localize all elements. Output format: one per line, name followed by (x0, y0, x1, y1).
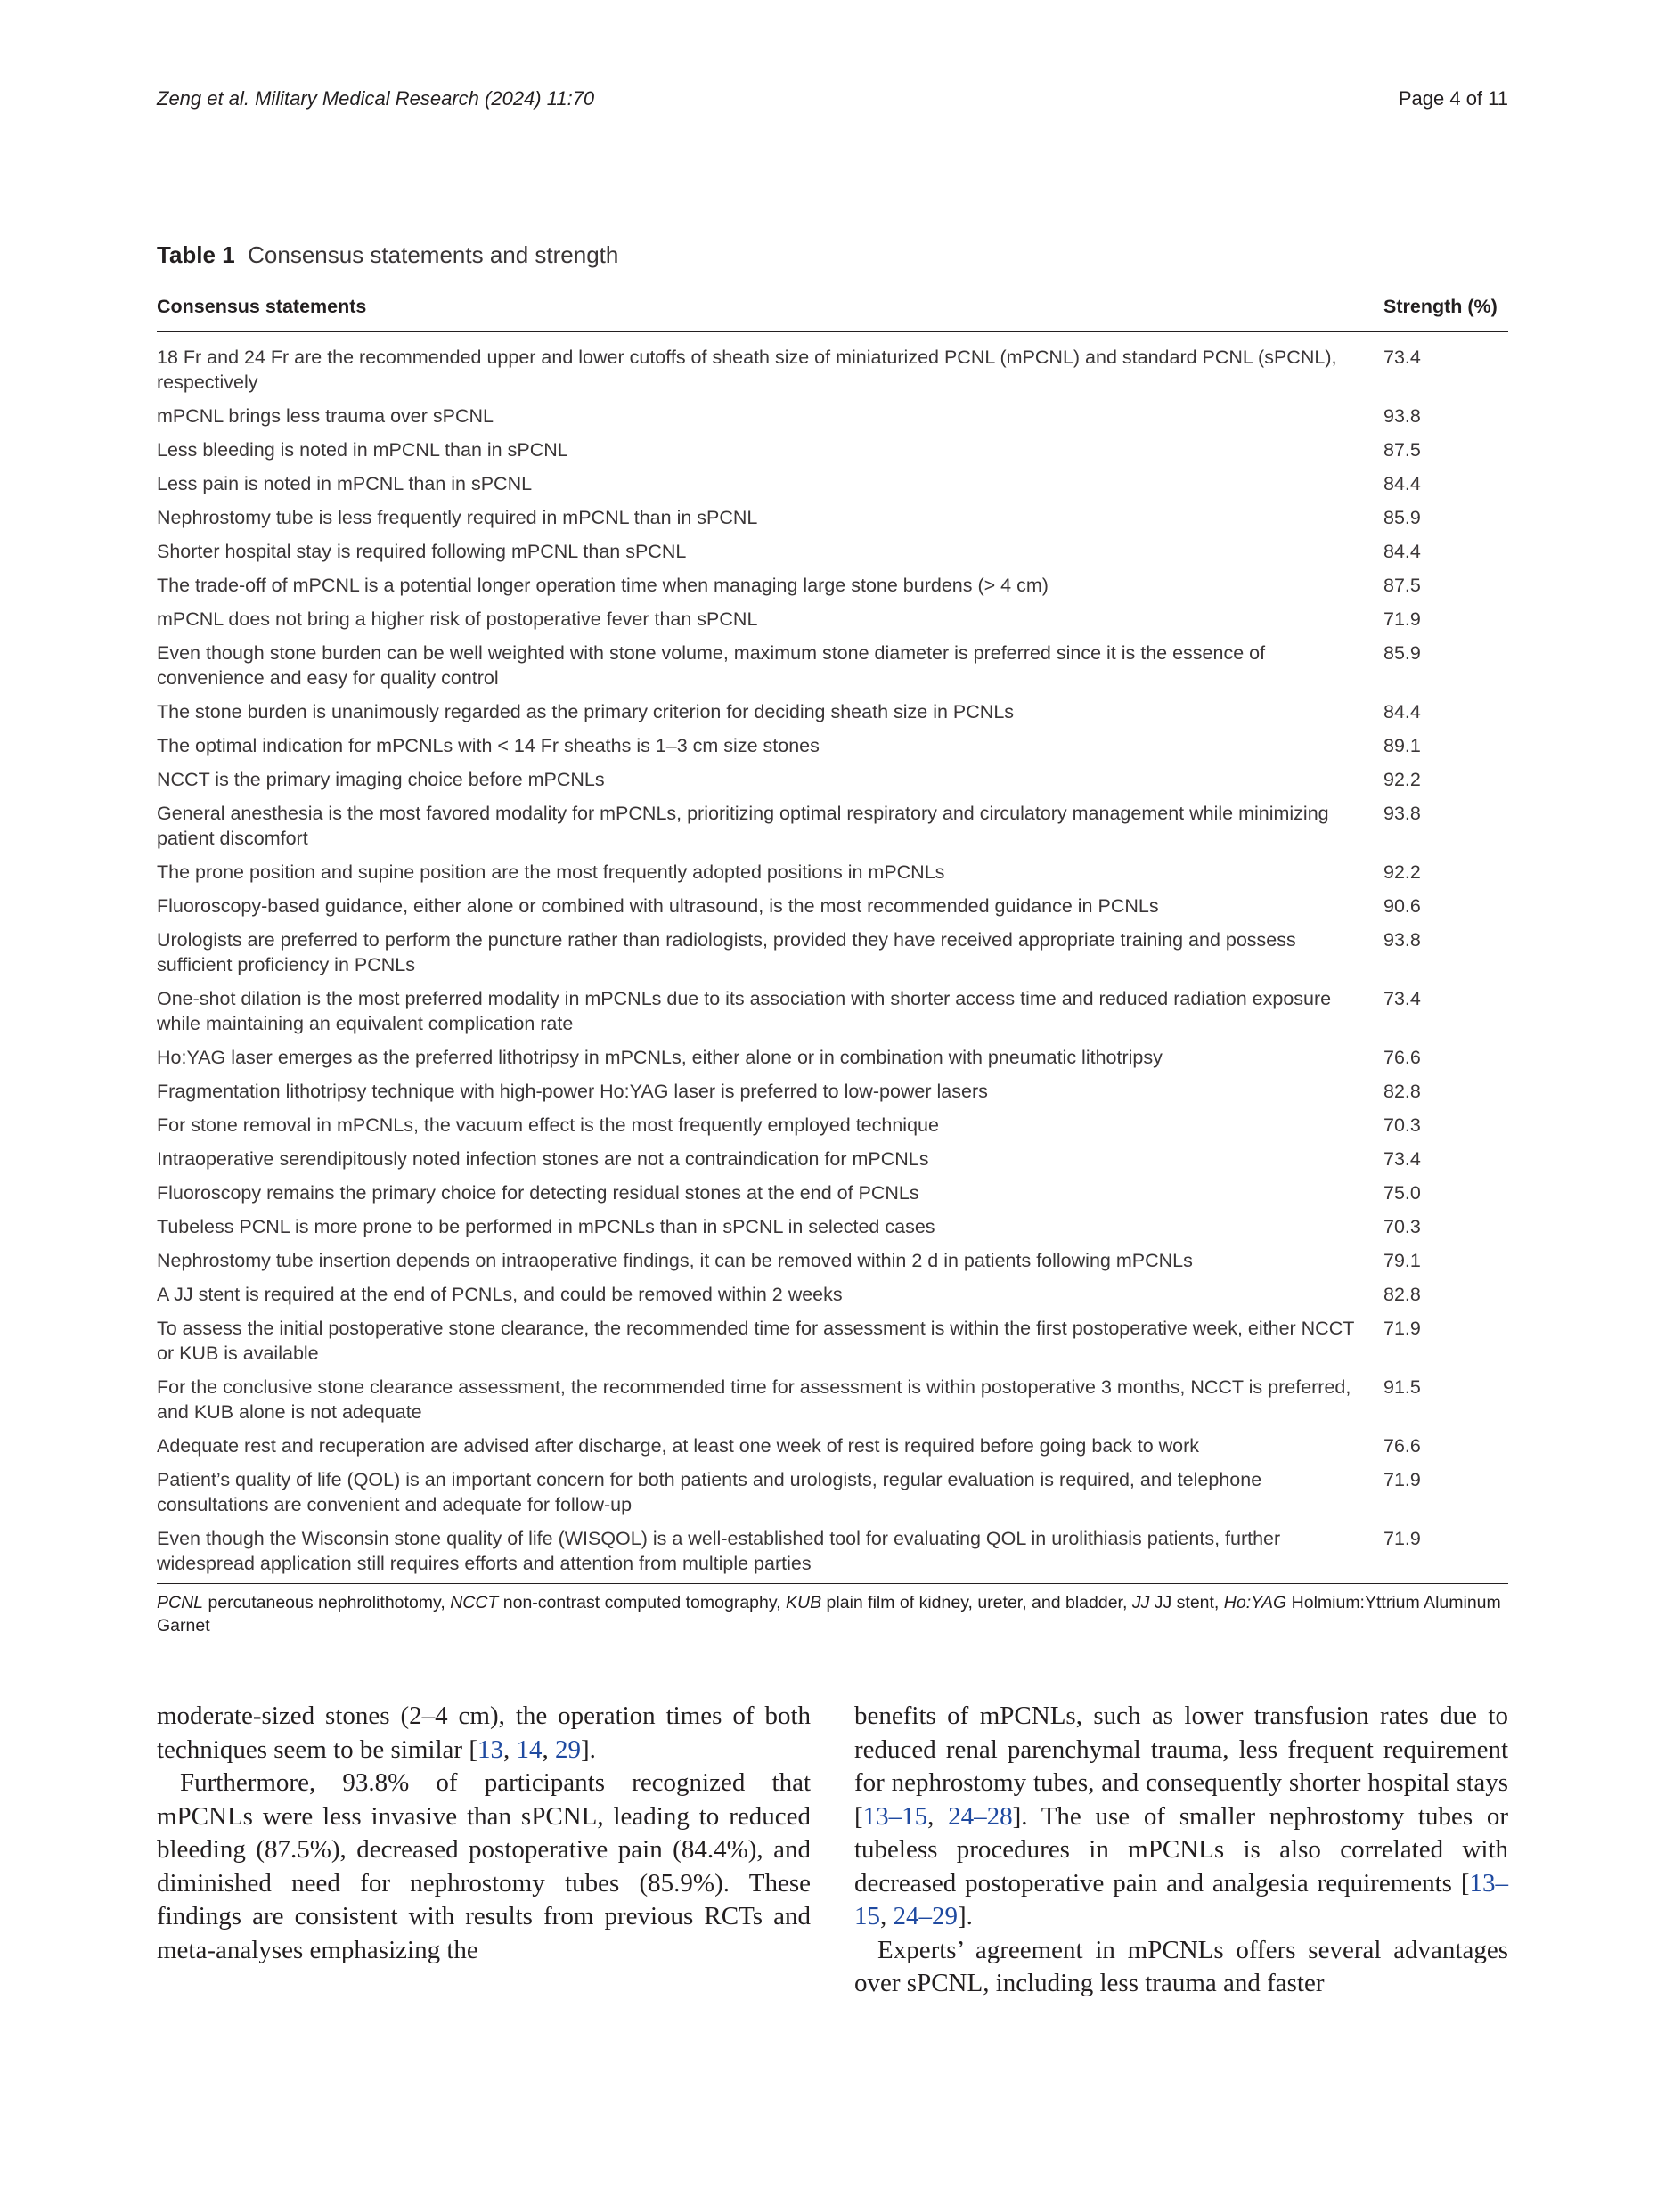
statement-cell: Patient’s quality of life (QOL) is an important concern for both patients and urologists, regular evaluation is required, and telephone consultations are convenient and adequate for follow-up (157, 1469, 1262, 1515)
paragraph (854, 1700, 1508, 1934)
citation-link[interactable]: 24–28 (948, 1801, 1013, 1831)
strength-cell: 70.3 (1383, 1114, 1421, 1136)
statement-cell: Nephrostomy tube insertion depends on intraoperative findings, it can be removed within 2 d in patients following mPCNLs (157, 1250, 1193, 1271)
table-row (157, 1464, 1508, 1522)
strength-cell: 84.4 (1383, 541, 1421, 562)
statement-cell: General anesthesia is the most favored modality for mPCNLs, prioritizing optimal respiratory and circulatory management while minimizing patient discomfort (157, 803, 1329, 849)
strength-cell: 85.9 (1383, 642, 1421, 664)
running-header (157, 87, 1508, 110)
table-row (157, 1109, 1508, 1143)
text-span: ]. The use of smaller nephrostomy tubes or tubeless procedures in mPCNLs is also correlated with decreased postoperative pain and analgesia requirements [ (854, 1801, 1508, 1898)
statement-cell: Fragmentation lithotripsy technique with high-power Ho:YAG laser is preferred to low-power lasers (157, 1081, 988, 1102)
journal-citation: Zeng et al. Military Medical Research (2024) 11:70 (157, 87, 595, 110)
strength-cell: 71.9 (1383, 1522, 1508, 1584)
abbreviation-definition: Holmium:Yttrium Aluminum Garnet (157, 1593, 1501, 1636)
statement-cell: Tubeless PCNL is more prone to be performed in mPCNLs than in sPCNL in selected cases (157, 1216, 935, 1237)
table-row (157, 1371, 1508, 1430)
consensus-table (157, 282, 1508, 1584)
column-header-statement: Consensus statements (157, 282, 1383, 332)
table-row (157, 696, 1508, 730)
table-row (157, 1041, 1508, 1075)
strength-cell: 75.0 (1383, 1182, 1421, 1204)
statement-cell: Even though stone burden can be well weighted with stone volume, maximum stone diameter is preferred since it is the essence of convenience and easy for quality control (157, 642, 1266, 689)
statement-cell: The stone burden is unanimously regarded as the primary criterion for deciding sheath size in PCNLs (157, 701, 1015, 722)
strength-cell: 73.4 (1383, 988, 1421, 1009)
table-row (157, 1177, 1508, 1211)
strength-cell: 90.6 (1383, 895, 1421, 917)
statement-cell: Nephrostomy tube is less frequently required in mPCNL than in sPCNL (157, 507, 758, 528)
citation-link[interactable]: 14 (516, 1735, 543, 1764)
abbreviation-definition: percutaneous nephrolithotomy, (203, 1593, 451, 1612)
table-row (157, 1430, 1508, 1464)
text-span: benefits of mPCNLs, such as lower transfusion rates due to reduced renal parenchymal trauma, less frequent requirement for nephrostomy tubes, and consequently shorter hospital stays [ (854, 1702, 1508, 1831)
statement-cell: Fluoroscopy-based guidance, either alone or combined with ultrasound, is the most recommended guidance in PCNLs (157, 895, 1159, 917)
table-row (157, 924, 1508, 983)
abbreviation-definition: non-contrast computed tomography, (498, 1593, 787, 1612)
statement-cell: mPCNL brings less trauma over sPCNL (157, 405, 494, 427)
statement-cell: Intraoperative serendipitously noted infection stones are not a contraindication for mPCNLs (157, 1148, 929, 1170)
text-span: , (880, 1902, 894, 1930)
table-row (157, 797, 1508, 856)
table-caption (157, 241, 1508, 269)
column-header-strength: Strength (%) (1383, 282, 1508, 332)
abbreviation-definition: JJ stent, (1149, 1593, 1224, 1612)
statement-cell: The trade-off of mPCNL is a potential longer operation time when managing large stone burdens (> 4 cm) (157, 575, 1049, 596)
table-row (157, 1075, 1508, 1109)
table-row (157, 1245, 1508, 1278)
strength-cell: 84.4 (1383, 473, 1421, 494)
table-row (157, 332, 1508, 401)
table-row (157, 637, 1508, 696)
citation-link[interactable]: 13 (477, 1735, 503, 1764)
statement-cell: Less pain is noted in mPCNL than in sPCNL (157, 473, 533, 494)
text-span: ]. (958, 1902, 973, 1930)
statement-cell: 18 Fr and 24 Fr are the recommended upper and lower cutoffs of sheath size of miniaturized PCNL (mPCNL) and standard PCNL (sPCNL), respectively (157, 347, 1337, 393)
page-number: Page 4 of 11 (1398, 87, 1508, 110)
strength-cell: 71.9 (1383, 1469, 1421, 1490)
text-span: , (542, 1735, 555, 1764)
strength-cell: 71.9 (1383, 608, 1421, 630)
table-footnote (157, 1591, 1508, 1637)
table-row (157, 1312, 1508, 1371)
strength-cell: 73.4 (1383, 1148, 1421, 1170)
text-span: , (502, 1735, 517, 1764)
strength-cell: 70.3 (1383, 1216, 1421, 1237)
strength-cell: 84.4 (1383, 701, 1421, 722)
statement-cell: Less bleeding is noted in mPCNL than in sPCNL (157, 439, 568, 461)
statement-cell: A JJ stent is required at the end of PCNLs, and could be removed within 2 weeks (157, 1284, 843, 1305)
paragraph: Furthermore, 93.8% of participants recognized that mPCNLs were less invasive than sPCNL, leading to reduced bleeding (87.5%), decreased postoperative pain (84.4%), and diminished need for nephrostomy tubes (85.9%). These findings are consistent with results from previous RCTs and meta-analyses emphasizing the (157, 1768, 811, 1964)
statement-cell: Adequate rest and recuperation are advised after discharge, at least one week of rest is required before going back to work (157, 1435, 1200, 1457)
strength-cell: 87.5 (1383, 575, 1421, 596)
table-row (157, 603, 1508, 637)
statement-cell: NCCT is the primary imaging choice before mPCNLs (157, 769, 605, 790)
table-row (157, 763, 1508, 797)
paragraph: Experts’ agreement in mPCNLs offers several advantages over sPCNL, including less trauma and faster (854, 1935, 1508, 1997)
body-text (157, 1700, 1508, 2001)
strength-cell: 76.6 (1383, 1435, 1421, 1457)
statement-cell: Shorter hospital stay is required following mPCNL than sPCNL (157, 541, 687, 562)
table-row (157, 1522, 1508, 1584)
abbreviation: Ho:YAG (1223, 1593, 1287, 1612)
table-body (157, 332, 1508, 1584)
strength-cell: 92.2 (1383, 861, 1421, 883)
table-header-row (157, 282, 1508, 332)
statement-cell: The prone position and supine position are the most frequently adopted positions in mPCNLs (157, 861, 945, 883)
text-span: moderate-sized stones (2–4 cm), the operation times of both techniques seem to be similar [ (157, 1702, 811, 1764)
table-row (157, 730, 1508, 763)
strength-cell: 82.8 (1383, 1081, 1421, 1102)
statement-cell: mPCNL does not bring a higher risk of postoperative fever than sPCNL (157, 608, 758, 630)
table-row (157, 1278, 1508, 1312)
abbreviation: JJ (1131, 1593, 1150, 1612)
abbreviation: PCNL (157, 1593, 204, 1612)
strength-cell: 85.9 (1383, 507, 1421, 528)
left-column (157, 1700, 811, 2001)
citation-link[interactable]: 29 (554, 1735, 581, 1764)
strength-cell: 76.6 (1383, 1047, 1421, 1068)
table-row (157, 502, 1508, 535)
table-row (157, 1143, 1508, 1177)
text-span: ]. (580, 1735, 596, 1764)
abbreviation: NCCT (450, 1593, 499, 1612)
table-row (157, 1211, 1508, 1245)
table-row (157, 569, 1508, 603)
table-1 (157, 241, 1508, 1637)
citation-link[interactable]: 24–29 (893, 1902, 958, 1930)
statement-cell: One-shot dilation is the most preferred modality in mPCNLs due to its association with shorter access time and reduced radiation exposure while maintaining an equivalent complication rate (157, 988, 1332, 1034)
statement-cell: To assess the initial postoperative stone clearance, the recommended time for assessment is within the first postoperative week, either NCCT or KUB is available (157, 1318, 1354, 1364)
statement-cell: Ho:YAG laser emerges as the preferred lithotripsy in mPCNLs, either alone or in combination with pneumatic lithotripsy (157, 1047, 1163, 1068)
right-column (854, 1700, 1508, 2001)
paragraph (157, 1700, 811, 1767)
strength-cell: 87.5 (1383, 439, 1421, 461)
strength-cell: 73.4 (1383, 347, 1421, 368)
table-row (157, 856, 1508, 890)
table-row (157, 434, 1508, 468)
table-row (157, 400, 1508, 434)
strength-cell: 91.5 (1383, 1376, 1421, 1398)
abbreviation: KUB (786, 1593, 822, 1612)
strength-cell: 92.2 (1383, 769, 1421, 790)
table-row (157, 468, 1508, 502)
text-span: , (927, 1801, 949, 1831)
citation-link[interactable]: 13–15 (854, 1868, 1508, 1930)
strength-cell: 93.8 (1383, 929, 1421, 951)
table-row (157, 983, 1508, 1041)
strength-cell: 93.8 (1383, 405, 1421, 427)
strength-cell: 93.8 (1383, 803, 1421, 824)
statement-cell: Urologists are preferred to perform the puncture rather than radiologists, provided they have received appropriate training and possess sufficient proficiency in PCNLs (157, 929, 1296, 975)
statement-cell: Even though the Wisconsin stone quality of life (WISQOL) is a well-established tool for evaluating QOL in urolithiasis patients, further widespread application still requires efforts and attention from multiple parties (157, 1522, 1383, 1584)
table-row (157, 890, 1508, 924)
citation-link[interactable]: 13–15 (862, 1801, 928, 1831)
abbreviation-definition: plain film of kidney, ureter, and bladder, (821, 1593, 1132, 1612)
statement-cell: For the conclusive stone clearance assessment, the recommended time for assessment is within postoperative 3 months, NCCT is preferred, and KUB alone is not adequate (157, 1376, 1351, 1423)
statement-cell: The optimal indication for mPCNLs with < 14 Fr sheaths is 1–3 cm size stones (157, 735, 820, 756)
strength-cell: 89.1 (1383, 735, 1421, 756)
table-label: Table 1 (157, 241, 235, 268)
statement-cell: For stone removal in mPCNLs, the vacuum effect is the most frequently employed technique (157, 1114, 939, 1136)
statement-cell: Fluoroscopy remains the primary choice for detecting residual stones at the end of PCNLs (157, 1182, 919, 1204)
strength-cell: 79.1 (1383, 1250, 1421, 1271)
table-title: Consensus statements and strength (248, 241, 619, 268)
table-row (157, 535, 1508, 569)
strength-cell: 82.8 (1383, 1284, 1421, 1305)
strength-cell: 71.9 (1383, 1318, 1421, 1339)
